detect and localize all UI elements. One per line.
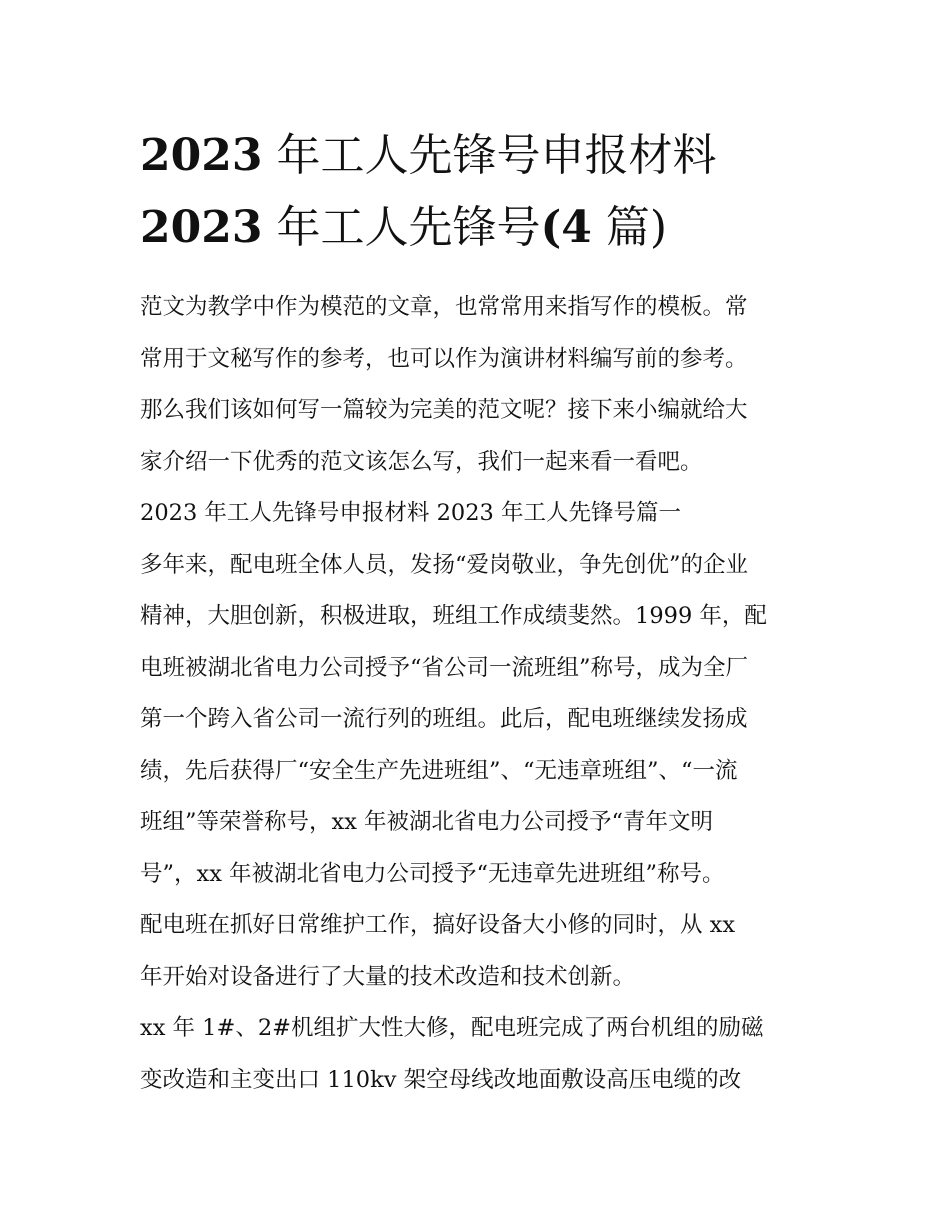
text-line-16: 变改造和主变出口 110kv 架空母线改地面敷设高压电缆的改 [140,1066,742,1093]
text-line-10: 绩，先后获得厂“安全生产先进班组”、“无违章班组”、“一流 [140,757,738,784]
text-line-8: 电班被湖北省电力公司授予“省公司一流班组”称号，成为全厂 [140,654,749,681]
text-line-12: 号”，xx 年被湖北省电力公司授予“无违章先进班组”称号。 [140,860,725,887]
title-text-2: 年工人先锋号 [262,202,541,253]
text-line-15: xx 年 1#、2#机组扩大性大修，配电班完成了两台机组的励磁 [140,1015,764,1041]
text-line-2: 常用于文秘写作的参考，也可以作为演讲材料编写前的参考。 [140,345,748,372]
title-text-1: 年工人先锋号申报材料 [262,130,717,181]
title-line-2 [140,192,820,264]
title-year-1: 2023 [140,130,263,181]
text-line-14: 年开始对设备进行了大量的技术改造和技术创新。 [140,963,636,990]
title-paren: (4 [540,202,592,253]
text-line-1: 范文为教学中作为模范的文章，也常常用来指写作的模板。常 [140,294,748,320]
text-line-4: 家介绍一下优秀的范文该怎么写，我们一起来看一看吧。 [140,448,703,475]
document-body [140,282,820,1106]
title-tail: 篇) [591,202,668,253]
section-heading: 2023 年工人先锋号申报材料 2023 年工人先锋号篇一 [140,500,681,526]
text-line-6: 多年来，配电班全体人员，发扬“爱岗敬业，争先创优”的企业 [140,551,749,578]
text-line-11: 班组”等荣誉称号，xx 年被湖北省电力公司授予“青年文明 [140,809,714,835]
document-title [140,120,820,264]
title-year-2: 2023 [140,202,263,253]
text-line-7: 精神，大胆创新，积极进取，班组工作成绩斐然。1999 年，配 [140,603,767,629]
text-line-3: 那么我们该如何写一篇较为完美的范文呢？接下来小编就给大 [140,397,748,423]
title-line-1 [140,120,820,192]
text-line-13: 配电班在抓好日常维护工作，搞好设备大小修的同时，从 xx [140,912,736,938]
text-line-9: 第一个跨入省公司一流行列的班组。此后，配电班继续发扬成 [140,706,748,732]
